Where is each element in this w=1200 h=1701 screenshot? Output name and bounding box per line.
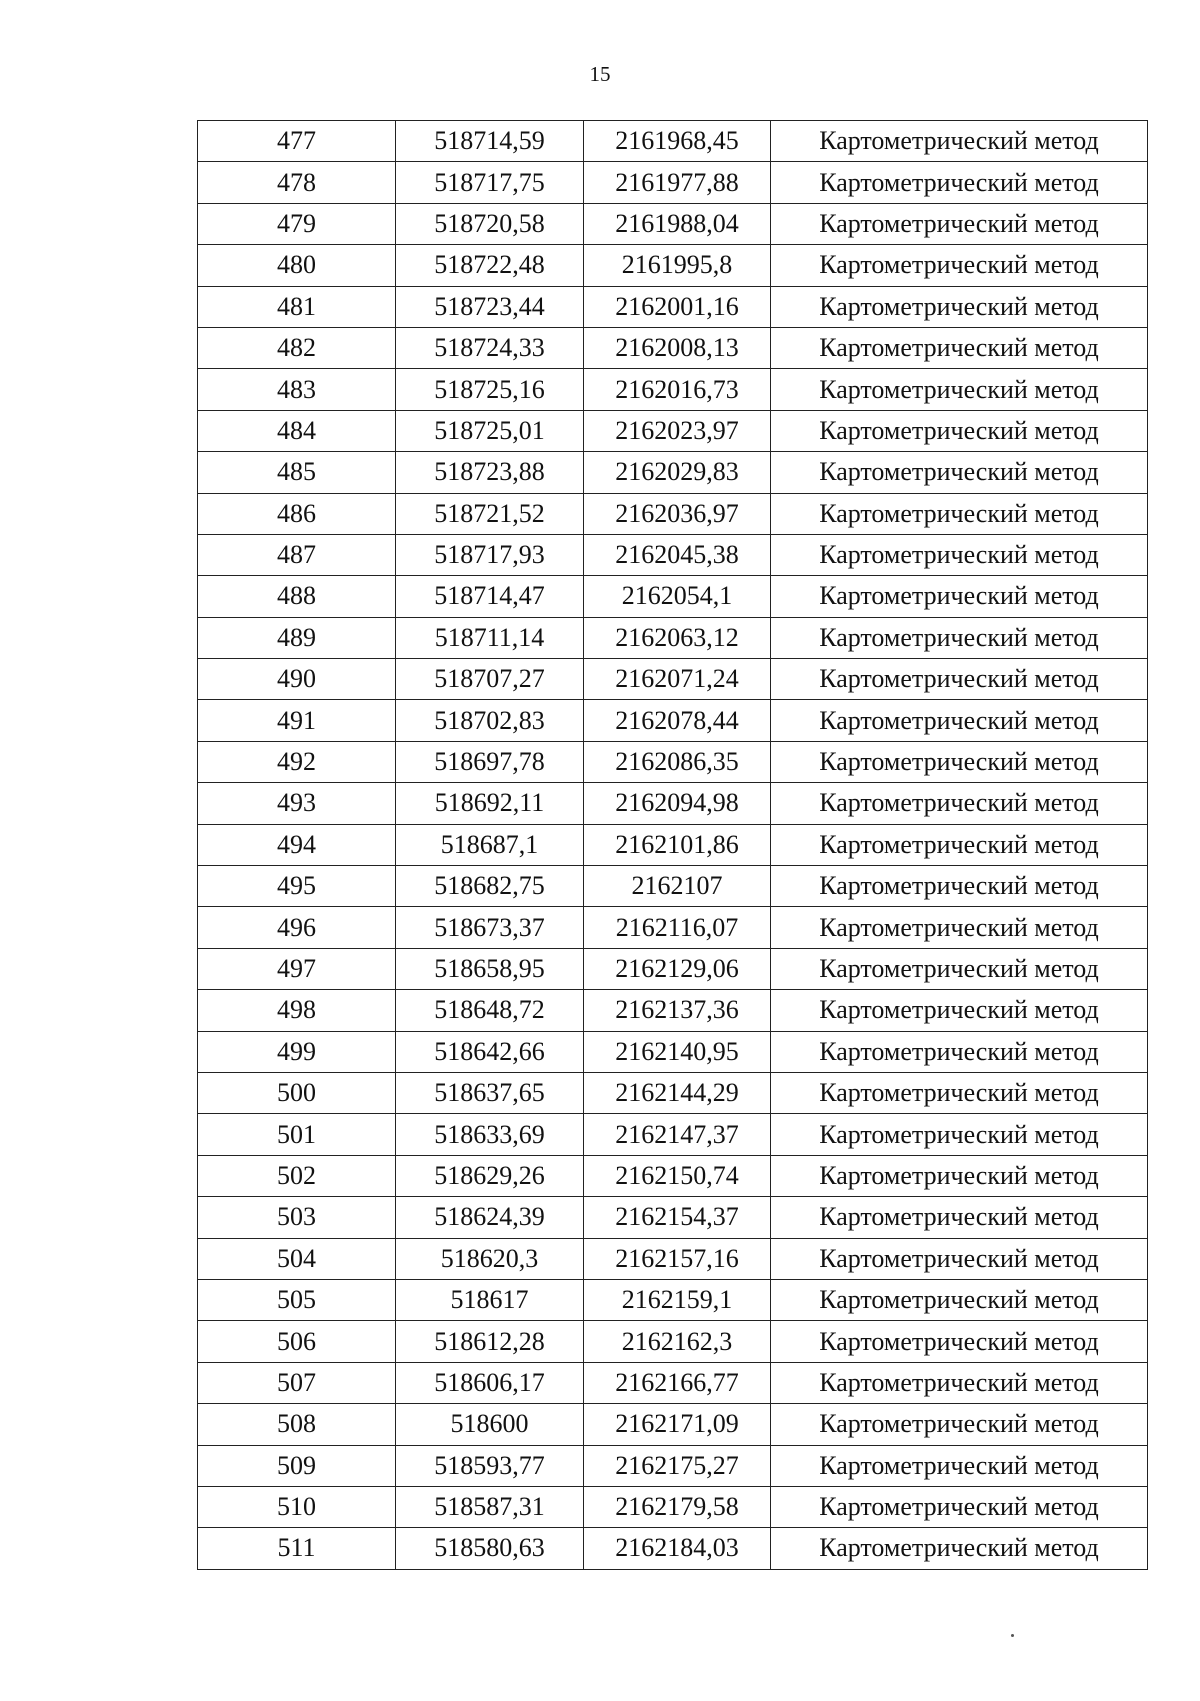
y-coordinate-cell: 2162162,3 bbox=[584, 1321, 771, 1362]
x-coordinate-cell: 518717,75 bbox=[396, 162, 584, 203]
point-number-cell: 503 bbox=[198, 1197, 396, 1238]
table-row bbox=[198, 576, 1148, 617]
table-row bbox=[198, 1445, 1148, 1486]
x-coordinate-cell: 518682,75 bbox=[396, 866, 584, 907]
y-coordinate-cell: 2162101,86 bbox=[584, 824, 771, 865]
method-cell: Картометрический метод bbox=[771, 1362, 1148, 1403]
point-number-cell: 485 bbox=[198, 452, 396, 493]
x-coordinate-cell: 518648,72 bbox=[396, 990, 584, 1031]
table-row bbox=[198, 410, 1148, 451]
table-row bbox=[198, 866, 1148, 907]
point-number-cell: 490 bbox=[198, 659, 396, 700]
point-number-cell: 506 bbox=[198, 1321, 396, 1362]
method-cell: Картометрический метод bbox=[771, 1197, 1148, 1238]
y-coordinate-cell: 2162184,03 bbox=[584, 1528, 771, 1569]
table-row bbox=[198, 286, 1148, 327]
y-coordinate-cell: 2161988,04 bbox=[584, 203, 771, 244]
method-cell: Картометрический метод bbox=[771, 824, 1148, 865]
x-coordinate-cell: 518624,39 bbox=[396, 1197, 584, 1238]
x-coordinate-cell: 518673,37 bbox=[396, 907, 584, 948]
method-cell: Картометрический метод bbox=[771, 1238, 1148, 1279]
table-row bbox=[198, 1279, 1148, 1320]
table-row bbox=[198, 245, 1148, 286]
point-number-cell: 504 bbox=[198, 1238, 396, 1279]
point-number-cell: 486 bbox=[198, 493, 396, 534]
table-row bbox=[198, 369, 1148, 410]
table-row bbox=[198, 1404, 1148, 1445]
y-coordinate-cell: 2162016,73 bbox=[584, 369, 771, 410]
y-coordinate-cell: 2162159,1 bbox=[584, 1279, 771, 1320]
x-coordinate-cell: 518714,47 bbox=[396, 576, 584, 617]
table-row bbox=[198, 1362, 1148, 1403]
y-coordinate-cell: 2162179,58 bbox=[584, 1486, 771, 1527]
method-cell: Картометрический метод bbox=[771, 1321, 1148, 1362]
table-row bbox=[198, 121, 1148, 162]
x-coordinate-cell: 518717,93 bbox=[396, 534, 584, 575]
method-cell: Картометрический метод bbox=[771, 452, 1148, 493]
point-number-cell: 500 bbox=[198, 1072, 396, 1113]
point-number-cell: 498 bbox=[198, 990, 396, 1031]
method-cell: Картометрический метод bbox=[771, 245, 1148, 286]
method-cell: Картометрический метод bbox=[771, 1114, 1148, 1155]
point-number-cell: 508 bbox=[198, 1404, 396, 1445]
x-coordinate-cell: 518702,83 bbox=[396, 700, 584, 741]
table-row bbox=[198, 1031, 1148, 1072]
y-coordinate-cell: 2162154,37 bbox=[584, 1197, 771, 1238]
method-cell: Картометрический метод bbox=[771, 617, 1148, 658]
table-row bbox=[198, 783, 1148, 824]
method-cell: Картометрический метод bbox=[771, 121, 1148, 162]
point-number-cell: 507 bbox=[198, 1362, 396, 1403]
table-row bbox=[198, 948, 1148, 989]
y-coordinate-cell: 2162086,35 bbox=[584, 741, 771, 782]
y-coordinate-cell: 2162071,24 bbox=[584, 659, 771, 700]
method-cell: Картометрический метод bbox=[771, 203, 1148, 244]
scan-speck bbox=[1011, 1634, 1014, 1637]
table-row bbox=[198, 824, 1148, 865]
method-cell: Картометрический метод bbox=[771, 700, 1148, 741]
x-coordinate-cell: 518725,01 bbox=[396, 410, 584, 451]
point-number-cell: 495 bbox=[198, 866, 396, 907]
point-number-cell: 483 bbox=[198, 369, 396, 410]
x-coordinate-cell: 518642,66 bbox=[396, 1031, 584, 1072]
point-number-cell: 499 bbox=[198, 1031, 396, 1072]
method-cell: Картометрический метод bbox=[771, 369, 1148, 410]
y-coordinate-cell: 2162116,07 bbox=[584, 907, 771, 948]
x-coordinate-cell: 518720,58 bbox=[396, 203, 584, 244]
x-coordinate-cell: 518593,77 bbox=[396, 1445, 584, 1486]
x-coordinate-cell: 518723,88 bbox=[396, 452, 584, 493]
x-coordinate-cell: 518633,69 bbox=[396, 1114, 584, 1155]
x-coordinate-cell: 518587,31 bbox=[396, 1486, 584, 1527]
point-number-cell: 493 bbox=[198, 783, 396, 824]
table-row bbox=[198, 534, 1148, 575]
method-cell: Картометрический метод bbox=[771, 659, 1148, 700]
y-coordinate-cell: 2162045,38 bbox=[584, 534, 771, 575]
x-coordinate-cell: 518617 bbox=[396, 1279, 584, 1320]
y-coordinate-cell: 2161968,45 bbox=[584, 121, 771, 162]
x-coordinate-cell: 518637,65 bbox=[396, 1072, 584, 1113]
point-number-cell: 505 bbox=[198, 1279, 396, 1320]
y-coordinate-cell: 2162107 bbox=[584, 866, 771, 907]
table-row bbox=[198, 1486, 1148, 1527]
y-coordinate-cell: 2161977,88 bbox=[584, 162, 771, 203]
x-coordinate-cell: 518697,78 bbox=[396, 741, 584, 782]
coordinates-table-body bbox=[198, 121, 1148, 1570]
method-cell: Картометрический метод bbox=[771, 493, 1148, 534]
method-cell: Картометрический метод bbox=[771, 1279, 1148, 1320]
point-number-cell: 492 bbox=[198, 741, 396, 782]
x-coordinate-cell: 518687,1 bbox=[396, 824, 584, 865]
point-number-cell: 478 bbox=[198, 162, 396, 203]
point-number-cell: 477 bbox=[198, 121, 396, 162]
method-cell: Картометрический метод bbox=[771, 1031, 1148, 1072]
table-row bbox=[198, 1155, 1148, 1196]
x-coordinate-cell: 518721,52 bbox=[396, 493, 584, 534]
table-row bbox=[198, 203, 1148, 244]
y-coordinate-cell: 2162001,16 bbox=[584, 286, 771, 327]
x-coordinate-cell: 518722,48 bbox=[396, 245, 584, 286]
method-cell: Картометрический метод bbox=[771, 1404, 1148, 1445]
table-row bbox=[198, 907, 1148, 948]
x-coordinate-cell: 518612,28 bbox=[396, 1321, 584, 1362]
point-number-cell: 496 bbox=[198, 907, 396, 948]
x-coordinate-cell: 518620,3 bbox=[396, 1238, 584, 1279]
point-number-cell: 484 bbox=[198, 410, 396, 451]
table-row bbox=[198, 741, 1148, 782]
x-coordinate-cell: 518707,27 bbox=[396, 659, 584, 700]
x-coordinate-cell: 518580,63 bbox=[396, 1528, 584, 1569]
x-coordinate-cell: 518606,17 bbox=[396, 1362, 584, 1403]
y-coordinate-cell: 2162029,83 bbox=[584, 452, 771, 493]
method-cell: Картометрический метод bbox=[771, 1528, 1148, 1569]
table-row bbox=[198, 1238, 1148, 1279]
table-row bbox=[198, 493, 1148, 534]
y-coordinate-cell: 2162078,44 bbox=[584, 700, 771, 741]
method-cell: Картометрический метод bbox=[771, 286, 1148, 327]
method-cell: Картометрический метод bbox=[771, 327, 1148, 368]
table-row bbox=[198, 1321, 1148, 1362]
point-number-cell: 509 bbox=[198, 1445, 396, 1486]
point-number-cell: 480 bbox=[198, 245, 396, 286]
x-coordinate-cell: 518724,33 bbox=[396, 327, 584, 368]
y-coordinate-cell: 2162150,74 bbox=[584, 1155, 771, 1196]
method-cell: Картометрический метод bbox=[771, 1445, 1148, 1486]
point-number-cell: 488 bbox=[198, 576, 396, 617]
method-cell: Картометрический метод bbox=[771, 783, 1148, 824]
point-number-cell: 491 bbox=[198, 700, 396, 741]
table-row bbox=[198, 990, 1148, 1031]
method-cell: Картометрический метод bbox=[771, 907, 1148, 948]
point-number-cell: 511 bbox=[198, 1528, 396, 1569]
y-coordinate-cell: 2162157,16 bbox=[584, 1238, 771, 1279]
table-row bbox=[198, 700, 1148, 741]
y-coordinate-cell: 2162171,09 bbox=[584, 1404, 771, 1445]
table-row bbox=[198, 452, 1148, 493]
method-cell: Картометрический метод bbox=[771, 162, 1148, 203]
y-coordinate-cell: 2162023,97 bbox=[584, 410, 771, 451]
point-number-cell: 489 bbox=[198, 617, 396, 658]
y-coordinate-cell: 2162144,29 bbox=[584, 1072, 771, 1113]
table-row bbox=[198, 659, 1148, 700]
point-number-cell: 479 bbox=[198, 203, 396, 244]
point-number-cell: 487 bbox=[198, 534, 396, 575]
y-coordinate-cell: 2162094,98 bbox=[584, 783, 771, 824]
y-coordinate-cell: 2162166,77 bbox=[584, 1362, 771, 1403]
y-coordinate-cell: 2162147,37 bbox=[584, 1114, 771, 1155]
table-row bbox=[198, 1114, 1148, 1155]
method-cell: Картометрический метод bbox=[771, 990, 1148, 1031]
point-number-cell: 494 bbox=[198, 824, 396, 865]
x-coordinate-cell: 518711,14 bbox=[396, 617, 584, 658]
table-row bbox=[198, 1528, 1148, 1569]
y-coordinate-cell: 2162175,27 bbox=[584, 1445, 771, 1486]
y-coordinate-cell: 2162008,13 bbox=[584, 327, 771, 368]
y-coordinate-cell: 2162054,1 bbox=[584, 576, 771, 617]
method-cell: Картометрический метод bbox=[771, 1155, 1148, 1196]
y-coordinate-cell: 2162137,36 bbox=[584, 990, 771, 1031]
x-coordinate-cell: 518714,59 bbox=[396, 121, 584, 162]
x-coordinate-cell: 518723,44 bbox=[396, 286, 584, 327]
table-row bbox=[198, 617, 1148, 658]
method-cell: Картометрический метод bbox=[771, 410, 1148, 451]
method-cell: Картометрический метод bbox=[771, 534, 1148, 575]
point-number-cell: 482 bbox=[198, 327, 396, 368]
table-row bbox=[198, 1072, 1148, 1113]
table-row bbox=[198, 327, 1148, 368]
y-coordinate-cell: 2162140,95 bbox=[584, 1031, 771, 1072]
x-coordinate-cell: 518725,16 bbox=[396, 369, 584, 410]
method-cell: Картометрический метод bbox=[771, 866, 1148, 907]
table-row bbox=[198, 1197, 1148, 1238]
point-number-cell: 481 bbox=[198, 286, 396, 327]
x-coordinate-cell: 518629,26 bbox=[396, 1155, 584, 1196]
page-number: 15 bbox=[589, 62, 611, 86]
coordinates-table bbox=[197, 120, 1148, 1570]
point-number-cell: 501 bbox=[198, 1114, 396, 1155]
y-coordinate-cell: 2162036,97 bbox=[584, 493, 771, 534]
table-row bbox=[198, 162, 1148, 203]
point-number-cell: 497 bbox=[198, 948, 396, 989]
x-coordinate-cell: 518658,95 bbox=[396, 948, 584, 989]
y-coordinate-cell: 2162129,06 bbox=[584, 948, 771, 989]
y-coordinate-cell: 2161995,8 bbox=[584, 245, 771, 286]
method-cell: Картометрический метод bbox=[771, 948, 1148, 989]
method-cell: Картометрический метод bbox=[771, 576, 1148, 617]
y-coordinate-cell: 2162063,12 bbox=[584, 617, 771, 658]
method-cell: Картометрический метод bbox=[771, 1486, 1148, 1527]
point-number-cell: 510 bbox=[198, 1486, 396, 1527]
method-cell: Картометрический метод bbox=[771, 1072, 1148, 1113]
point-number-cell: 502 bbox=[198, 1155, 396, 1196]
x-coordinate-cell: 518600 bbox=[396, 1404, 584, 1445]
method-cell: Картометрический метод bbox=[771, 741, 1148, 782]
x-coordinate-cell: 518692,11 bbox=[396, 783, 584, 824]
